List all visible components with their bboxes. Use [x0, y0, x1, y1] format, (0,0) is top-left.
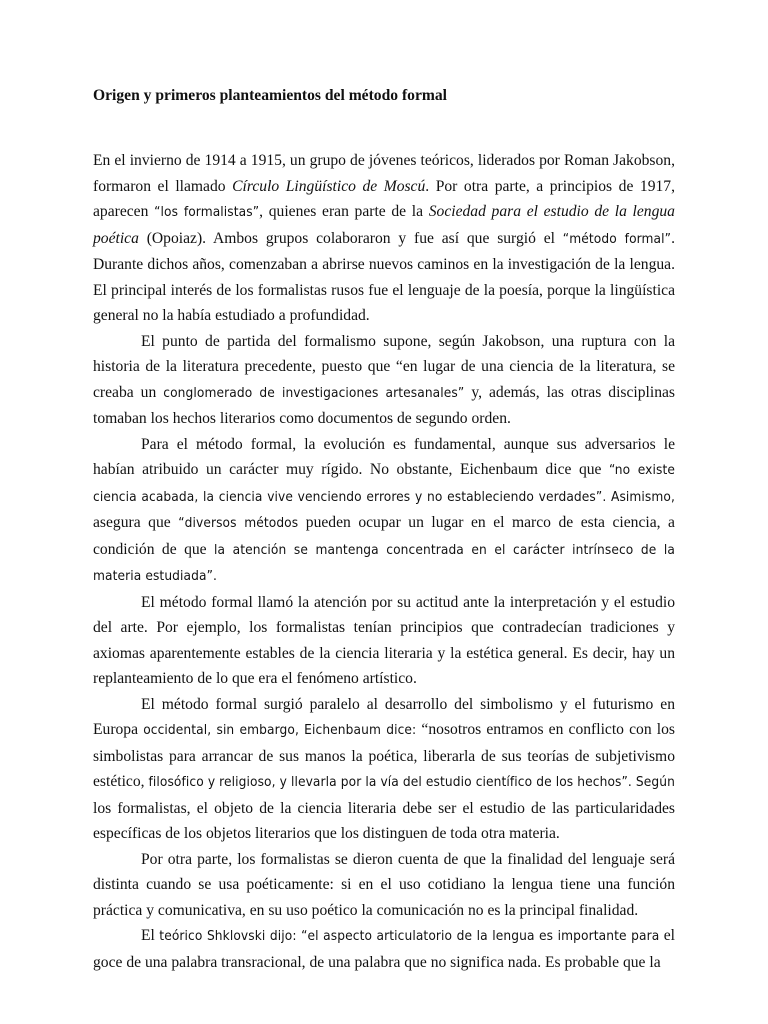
quoted-text: occidental, sin embargo, Eichenbaum dice: — [143, 722, 417, 738]
body-text-segment: y, además, las otras disciplinas tomaban los hechos literarios como documentos de segundo orden. — [93, 383, 675, 427]
body-text-segment: El método formal surgió paralelo al desarrollo del simbolismo y el futurismo en Europa — [93, 695, 675, 738]
body-text-segment: El método formal llamó la atención por su actitud ante la interpretación y el estudio del arte. Por ejemplo, los formalistas tenían principios que contradecían tradiciones y axiomas aparentemente estables de la ciencia literaria y la estética general. Es decir, hay un replanteamiento de lo que era el fenómeno artístico. — [93, 593, 675, 687]
body-text-segment: Por otra parte, los formalistas se dieron cuenta de que la finalidad del lenguaje será distinta cuando se usa poéticamente: si en el uso cotidiano la lengua tiene una función práctica y comunicativa, en su uso poético la comunicación no es la principal finalidad. — [93, 850, 675, 919]
body-text-segment: El punto de partida del formalismo supone, según Jakobson, una ruptura con la historia de la literatura precedente, puesto que “en lugar de una ciencia de la literatura, se creaba un — [93, 332, 675, 401]
paragraph-1 — [93, 148, 675, 329]
paragraph-2 — [93, 329, 675, 432]
body-text-segment: . Por otra parte, a principios de 1917, aparecen — [93, 177, 675, 220]
body-text-segment: , quienes eran parte de la — [259, 203, 429, 220]
body-text-segment: los formalistas, el objeto de la ciencia literaria debe ser el estudio de las particularidades específicas de los objetos literarios que los distinguen de toda otra materia. — [93, 799, 675, 842]
quoted-text: teórico Shklovski dijo: “el aspecto articulatorio de la lengua es importante para — [159, 928, 660, 944]
body-text-segment: el goce de una palabra transracional, de una palabra que no significa nada. Es probable que la — [93, 927, 675, 971]
quoted-text: “no existe ciencia acabada, la ciencia vive venciendo errores y no estableciendo verdades”. Asimismo, — [93, 462, 675, 505]
paragraph-3 — [93, 432, 675, 590]
italic-title-text: Círculo Lingüístico de Moscú — [232, 177, 426, 195]
quoted-text: “método formal” — [562, 230, 672, 247]
body-text-segment: . Durante dichos años, comenzaban a abrirse nuevos caminos en la investigación de la lengua. El principal interés de los formalistas rusos fue el lenguaje de la poesía, porque la lingüística general no la había estudiado a profundidad. — [93, 229, 675, 324]
body-text-segment: El — [141, 927, 160, 944]
body-text-segment: En el invierno de 1914 a 1915, un grupo de jóvenes teóricos, liderados por Roman Jakobson, formaron el llamado — [93, 152, 675, 195]
paragraph-6 — [93, 847, 675, 924]
paragraph-5 — [93, 692, 675, 847]
quoted-text: la atención se mantenga concentrada en el carácter intrínseco de la materia estudiada”. — [93, 541, 675, 584]
body-text-segment: pueden ocupar un lugar en el marco de esta ciencia, a condición de que — [93, 514, 675, 558]
body-text-segment: “nosotros entramos en conflicto con los simbolistas para arrancar de sus manos la poética, liberarla de sus teorías de subjetivismo estético, — [93, 721, 675, 790]
quoted-text: “diversos métodos — [178, 515, 299, 531]
body-text-segment: (Opoiaz). Ambos grupos colaboraron y fue así que surgió el — [138, 229, 563, 247]
italic-title-text: Sociedad para el estudio de la lengua poética — [93, 203, 675, 247]
document-body — [93, 148, 675, 975]
quoted-text: “los formalistas” — [154, 204, 260, 220]
body-text-segment: Para el método formal, la evolución es fundamental, aunque sus adversarios le habían atribuido un carácter muy rígido. No obstante, Eichenbaum dice que — [93, 435, 675, 478]
paragraph-7 — [93, 923, 675, 975]
quoted-text: conglomerado de investigaciones artesanales” — [163, 384, 465, 401]
paragraph-4 — [93, 590, 675, 692]
document-title: Origen y primeros planteamientos del método formal — [93, 87, 447, 104]
quoted-text: filosófico y religioso, y llevarla por la vía del estudio científico de los hechos”. Según — [148, 774, 675, 790]
body-text-segment: asegura que — [93, 514, 179, 531]
